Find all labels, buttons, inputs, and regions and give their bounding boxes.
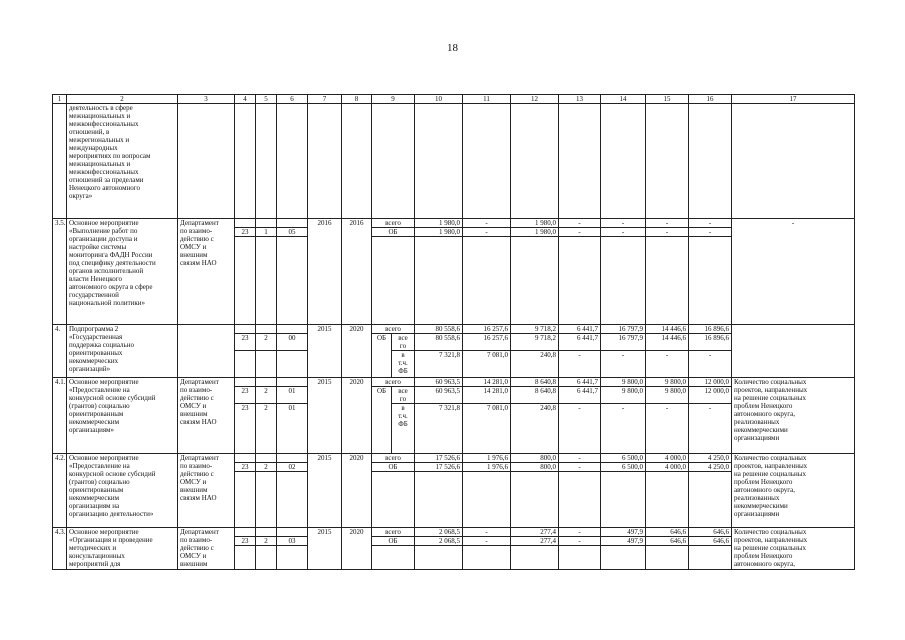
amount: 9 800,0 — [601, 378, 646, 387]
cell — [256, 528, 277, 537]
header-row — [53, 95, 855, 104]
amount: 1 980,0 — [415, 219, 463, 228]
code-cell: 2 — [256, 334, 277, 351]
row-result: Количество социальных проектов, направленных на решение социальных проблем Ненецкого автономного округа, реализованных некоммерческими организациями — [732, 454, 855, 528]
year-end: 2020 — [342, 528, 372, 570]
row-executor: Департамент по взаимо- действию с ОМСУ и внешним — [178, 528, 235, 570]
funding-label: ОБ — [372, 463, 415, 472]
amount: - — [646, 351, 689, 378]
cell — [277, 546, 308, 570]
amount: 646,6 — [646, 537, 689, 546]
row-number: 4.3. — [53, 528, 67, 570]
cell — [415, 546, 463, 570]
amount: - — [463, 537, 511, 546]
amount: 7 081,0 — [463, 351, 511, 378]
year-end: 2020 — [342, 378, 372, 454]
amount: 277,4 — [511, 537, 559, 546]
header-cell: 13 — [559, 95, 601, 104]
amount: 16 257,6 — [463, 325, 511, 334]
amount: - — [646, 404, 689, 454]
amount: 9 800,0 — [646, 387, 689, 404]
amount: 6 500,0 — [601, 463, 646, 472]
cell — [235, 472, 256, 528]
amount: 1 976,6 — [463, 454, 511, 463]
code-cell: 00 — [277, 334, 308, 351]
amount: 14 281,0 — [463, 378, 511, 387]
row-result — [732, 325, 855, 378]
cell — [235, 351, 256, 378]
cell — [463, 237, 511, 325]
table-row — [53, 454, 855, 463]
row-name: Основное мероприятие «Организация и проведение методических и консультационных мероприятий для — [67, 528, 178, 570]
amount: - — [463, 528, 511, 537]
header-cell: 7 — [308, 95, 342, 104]
funding-sublabel: все го — [392, 387, 415, 404]
amount: 9 800,0 — [601, 387, 646, 404]
amount: 16 896,6 — [689, 334, 732, 351]
cell — [235, 528, 256, 537]
amount: - — [559, 228, 601, 237]
cell — [256, 104, 277, 219]
row-result: Количество социальных проектов, направленных на решение социальных проблем Ненецкого автономного округа, реализованных некоммерческими организациями — [732, 378, 855, 454]
cell — [646, 104, 689, 219]
amount: 1 980,0 — [415, 228, 463, 237]
header-cell: 1 — [53, 95, 67, 104]
code-cell: 23 — [235, 387, 256, 404]
year-start: 2015 — [308, 325, 342, 378]
amount: 14 446,6 — [646, 334, 689, 351]
funding-sublabel: в т.ч. ФБ — [392, 351, 415, 378]
code-cell: 01 — [277, 387, 308, 404]
code-cell: 23 — [235, 228, 256, 237]
cell — [601, 237, 646, 325]
row-name: Основное мероприятие «Предоставление на конкурсной основе субсидий (грантов) социально ориентированным некоммерческим организациям на организацию деятельности» — [67, 454, 178, 528]
amount: - — [601, 219, 646, 228]
code-cell: 2 — [256, 387, 277, 404]
code-cell: 01 — [277, 404, 308, 454]
row-name: Основное мероприятие «Предоставление на конкурсной основе субсидий (грантов) социально ориентированным некоммерческим организациям» — [67, 378, 178, 454]
funding-label: всего — [372, 528, 415, 537]
cell — [689, 546, 732, 570]
code-cell: 23 — [235, 334, 256, 351]
header-cell: 12 — [511, 95, 559, 104]
cell — [463, 104, 511, 219]
cell — [277, 528, 308, 537]
cell — [511, 472, 559, 528]
cell — [178, 325, 235, 378]
cell — [235, 378, 256, 387]
amount: 4 000,0 — [646, 463, 689, 472]
cell — [277, 472, 308, 528]
amount: 6 441,7 — [559, 325, 601, 334]
cell — [235, 325, 256, 334]
amount: 17 526,6 — [415, 454, 463, 463]
row-result: - — [732, 219, 855, 325]
amount: - — [689, 351, 732, 378]
row-name: деятельность в сфере межнациональных и межконфессиональных отношений, в межрегиональных и международных мероприятиях по вопросам межнациональных и межконфессиональных отношений за пределами Ненецкого автономного округа» — [67, 104, 178, 219]
amount: 800,0 — [511, 454, 559, 463]
year-start: 2015 — [308, 378, 342, 454]
year-end: 2020 — [342, 454, 372, 528]
amount: 7 081,0 — [463, 404, 511, 454]
cell — [646, 472, 689, 528]
cell — [256, 546, 277, 570]
amount: 8 640,8 — [511, 378, 559, 387]
amount: 9 718,2 — [511, 334, 559, 351]
cell — [256, 454, 277, 463]
cell — [463, 546, 511, 570]
cell — [256, 378, 277, 387]
header-cell: 14 — [601, 95, 646, 104]
page-number: 18 — [447, 42, 458, 54]
header-cell: 15 — [646, 95, 689, 104]
funding-label: всего — [372, 325, 415, 334]
row-result: Количество социальных проектов, направленных на решение социальных проблем Ненецкого автономного округа, — [732, 528, 855, 570]
program-table — [52, 94, 855, 570]
amount: 1 976,6 — [463, 463, 511, 472]
year-end: 2016 — [342, 219, 372, 325]
header-cell: 11 — [463, 95, 511, 104]
amount: 4 250,0 — [689, 463, 732, 472]
amount: 277,4 — [511, 528, 559, 537]
cell — [601, 472, 646, 528]
cell — [277, 378, 308, 387]
funding-sublabel: в т.ч. ФБ — [392, 404, 415, 454]
table-row — [53, 378, 855, 387]
cell — [235, 104, 256, 219]
code-cell: 23 — [235, 404, 256, 454]
amount: - — [559, 528, 601, 537]
cell — [342, 104, 372, 219]
cell — [53, 104, 67, 219]
amount: 646,6 — [689, 537, 732, 546]
amount: 7 321,8 — [415, 351, 463, 378]
funding-sublabel: все го — [392, 334, 415, 351]
code-cell: 2 — [256, 463, 277, 472]
header-cell: 4 — [235, 95, 256, 104]
funding-label: ОБ — [372, 387, 392, 454]
amount: 6 500,0 — [601, 454, 646, 463]
amount: 8 640,8 — [511, 387, 559, 404]
amount: - — [463, 228, 511, 237]
funding-label: ОБ — [372, 228, 415, 237]
code-cell: 2 — [256, 404, 277, 454]
code-cell: 23 — [235, 537, 256, 546]
table-row — [53, 104, 855, 219]
amount: 800,0 — [511, 463, 559, 472]
year-start: 2015 — [308, 454, 342, 528]
amount: - — [646, 219, 689, 228]
amount: - — [559, 404, 601, 454]
cell — [601, 104, 646, 219]
cell — [559, 104, 601, 219]
header-cell: 3 — [178, 95, 235, 104]
amount: - — [463, 219, 511, 228]
amount: 16 257,6 — [463, 334, 511, 351]
funding-label: всего — [372, 378, 415, 387]
cell — [601, 546, 646, 570]
cell — [308, 104, 342, 219]
amount: - — [601, 351, 646, 378]
cell — [178, 104, 235, 219]
table-row — [53, 325, 855, 334]
amount: 60 963,5 — [415, 387, 463, 404]
cell — [415, 104, 463, 219]
row-name: Подпрограмма 2 «Государственная поддержка социально ориентированных некоммерческих организаций» — [67, 325, 178, 378]
cell — [646, 546, 689, 570]
amount: 1 980,0 — [511, 228, 559, 237]
year-start: 2015 — [308, 528, 342, 570]
cell — [689, 472, 732, 528]
amount: 2 068,5 — [415, 537, 463, 546]
row-name: Основное мероприятие «Выполнение работ по организации доступа и настройке системы мониторинга ФАДН России под специфику деятельности органов исполнительной власти Ненецкого автономного округа в сфере государственной национальной политики» — [67, 219, 178, 325]
amount: - — [559, 454, 601, 463]
header-cell: 6 — [277, 95, 308, 104]
amount: - — [601, 404, 646, 454]
cell — [463, 472, 511, 528]
amount: 12 000,0 — [689, 378, 732, 387]
code-cell: 02 — [277, 463, 308, 472]
cell — [277, 325, 308, 334]
amount: - — [689, 404, 732, 454]
cell — [256, 325, 277, 334]
funding-label: ОБ — [372, 334, 392, 378]
cell — [511, 104, 559, 219]
cell — [256, 472, 277, 528]
year-start: 2016 — [308, 219, 342, 325]
cell — [511, 237, 559, 325]
cell — [559, 546, 601, 570]
header-cell: 8 — [342, 95, 372, 104]
header-cell: 2 — [67, 95, 178, 104]
cell — [646, 237, 689, 325]
row-executor: Департамент по взаимо- действию с ОМСУ и внешним связям НАО — [178, 378, 235, 454]
amount: 12 000,0 — [689, 387, 732, 404]
amount: 9 718,2 — [511, 325, 559, 334]
cell — [256, 237, 277, 325]
code-cell: 05 — [277, 228, 308, 237]
amount: 16 896,6 — [689, 325, 732, 334]
amount: 1 980,0 — [511, 219, 559, 228]
amount: - — [646, 228, 689, 237]
cell — [235, 237, 256, 325]
funding-label: всего — [372, 454, 415, 463]
amount: 16 797,9 — [601, 325, 646, 334]
code-cell: 03 — [277, 537, 308, 546]
amount: 17 526,6 — [415, 463, 463, 472]
cell — [415, 472, 463, 528]
row-number: 4.1. — [53, 378, 67, 454]
amount: - — [559, 219, 601, 228]
amount: 4 000,0 — [646, 454, 689, 463]
amount: 2 068,5 — [415, 528, 463, 537]
cell — [372, 472, 415, 528]
cell — [559, 472, 601, 528]
amount: - — [559, 351, 601, 378]
cell — [256, 351, 277, 378]
cell — [277, 219, 308, 228]
cell — [372, 104, 415, 219]
cell — [415, 237, 463, 325]
row-executor: Департамент по взаимо- действию с ОМСУ и внешним связям НАО — [178, 454, 235, 528]
amount: 497,9 — [601, 537, 646, 546]
row-number: 3.5. — [53, 219, 67, 325]
header-cell: 5 — [256, 95, 277, 104]
table-row — [53, 528, 855, 537]
amount: 14 281,0 — [463, 387, 511, 404]
cell — [277, 454, 308, 463]
code-cell: 2 — [256, 537, 277, 546]
row-number: 4. — [53, 325, 67, 378]
cell — [511, 546, 559, 570]
amount: 6 441,7 — [559, 334, 601, 351]
code-cell: 23 — [235, 463, 256, 472]
amount: 16 797,9 — [601, 334, 646, 351]
funding-label: всего — [372, 219, 415, 228]
cell — [372, 546, 415, 570]
cell — [372, 237, 415, 325]
amount: 60 963,5 — [415, 378, 463, 387]
amount: 6 441,7 — [559, 387, 601, 404]
amount: - — [601, 228, 646, 237]
amount: 4 250,0 — [689, 454, 732, 463]
amount: 240,8 — [511, 351, 559, 378]
header-cell: 9 — [372, 95, 415, 104]
cell — [235, 219, 256, 228]
row-number: 4.2. — [53, 454, 67, 528]
header-cell: 10 — [415, 95, 463, 104]
cell — [689, 104, 732, 219]
cell — [235, 546, 256, 570]
amount: 646,6 — [646, 528, 689, 537]
funding-label: ОБ — [372, 537, 415, 546]
cell — [277, 237, 308, 325]
amount: 497,9 — [601, 528, 646, 537]
cell — [689, 237, 732, 325]
amount: 14 446,6 — [646, 325, 689, 334]
code-cell: 1 — [256, 228, 277, 237]
amount: 9 800,0 — [646, 378, 689, 387]
amount: - — [559, 463, 601, 472]
amount: 646,6 — [689, 528, 732, 537]
header-cell: 17 — [732, 95, 855, 104]
cell — [256, 219, 277, 228]
year-end: 2020 — [342, 325, 372, 378]
row-executor: Департамент по взаимо- действию с ОМСУ и внешним связям НАО — [178, 219, 235, 325]
amount: 80 558,6 — [415, 325, 463, 334]
amount: 7 321,8 — [415, 404, 463, 454]
amount: - — [689, 219, 732, 228]
cell — [732, 104, 855, 219]
amount: 80 558,6 — [415, 334, 463, 351]
table-row — [53, 219, 855, 228]
cell — [559, 237, 601, 325]
cell — [235, 454, 256, 463]
amount: 6 441,7 — [559, 378, 601, 387]
amount: - — [559, 537, 601, 546]
cell — [277, 104, 308, 219]
amount: 240,8 — [511, 404, 559, 454]
header-cell: 16 — [689, 95, 732, 104]
amount: - — [689, 228, 732, 237]
cell — [277, 351, 308, 378]
